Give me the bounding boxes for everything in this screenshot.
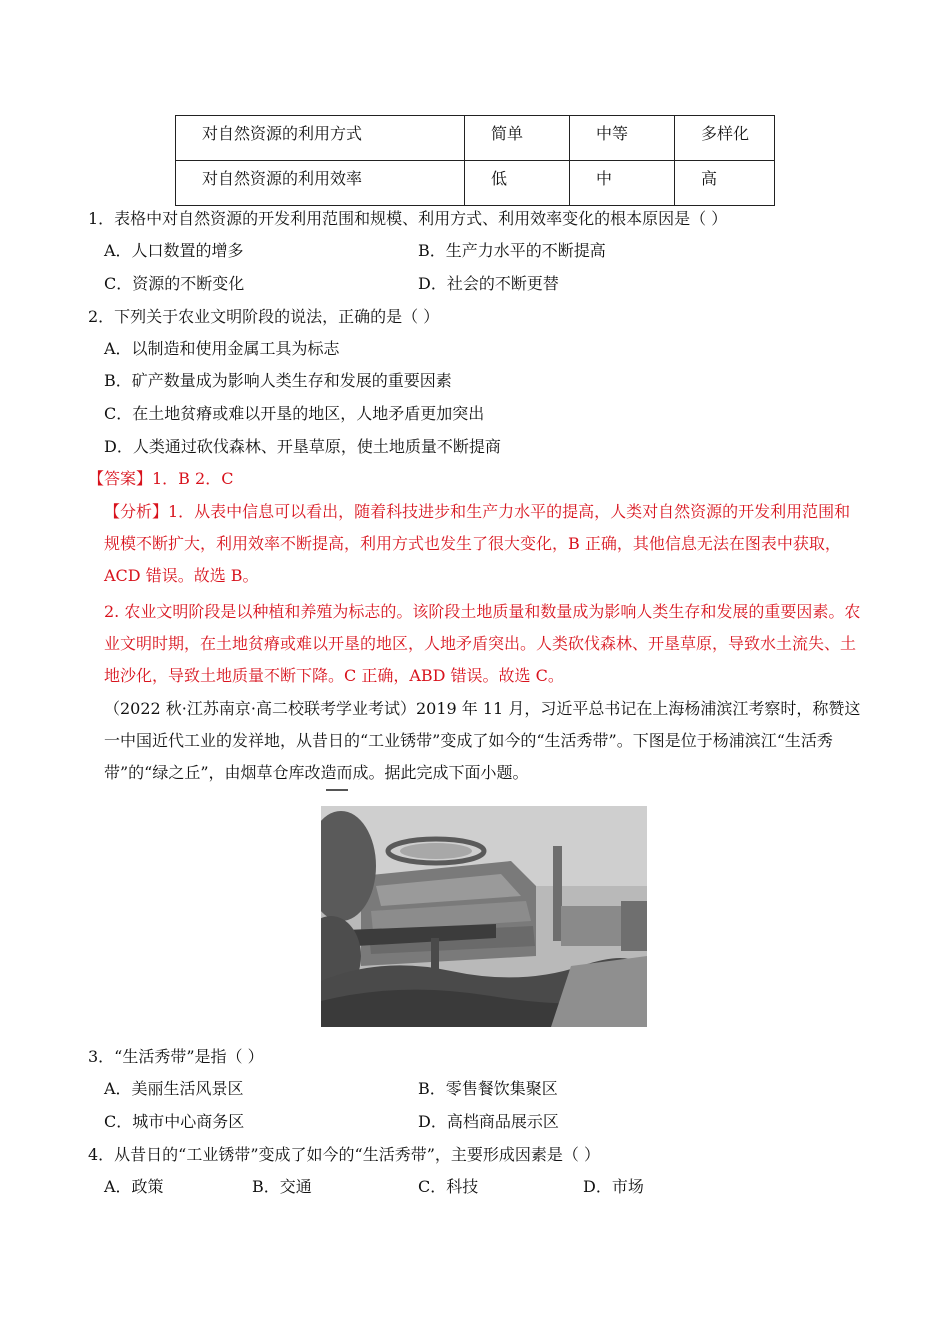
q1-option-d: D．社会的不断更替	[418, 274, 559, 293]
q4-option-a: A．政策	[104, 1177, 164, 1196]
q4-option-d: D．市场	[583, 1177, 644, 1196]
q1-option-a: A．人口数置的增多	[104, 241, 244, 260]
table-cell: 中	[570, 161, 675, 206]
table-cell: 简单	[465, 116, 570, 161]
q2-option-d: D．人类通过砍伐森林、开垦草原，使土地质量不断提商	[104, 437, 501, 456]
analysis-2: 2. 农业文明阶段是以种植和养殖为标志的。该阶段土地质量和数量成为影响人类生存和发展的重要因素。农业文明时期，在土地贫瘠或难以开垦的地区，人地矛盾突出。人类砍伐森林、开垦草原，导致水土流失、土地沙化，导致土地质量不断下降。C 正确，ABD 错误。故选 C。	[104, 602, 861, 685]
q2-option-a: A．以制造和使用金属工具为标志	[104, 339, 340, 358]
q2-option-c: C．在土地贫瘠或难以开垦的地区，人地矛盾更加突出	[104, 404, 485, 423]
q4-option-c: C．科技	[418, 1177, 479, 1196]
table-cell: 对自然资源的利用方式	[176, 116, 465, 161]
question-3-stem: 3．“生活秀带”是指（ ）	[88, 1047, 264, 1066]
resource-table	[175, 115, 775, 206]
q4-option-b: B．交通	[252, 1177, 312, 1196]
passage-text: （2022 秋·江苏南京·高二校联考学业考试）2019 年 11 月，习近平总书记在上海杨浦滨江考察时，称赞这一中国近代工业的发祥地，从昔日的“工业锈带”变成了如今的“生活秀带”。下图是位于杨浦滨江“生活秀带”的“绿之丘”，由烟草仓库改造而成。据此完成下面小题。	[104, 699, 861, 782]
answer-line: 【答案】1．B 2．C	[88, 469, 234, 488]
table-row	[176, 116, 775, 161]
table-cell: 多样化	[675, 116, 775, 161]
q2-option-b: B．矿产数量成为影响人类生存和发展的重要因素	[104, 371, 452, 390]
q3-option-c: C．城市中心商务区	[104, 1112, 245, 1131]
q3-option-a: A．美丽生活风景区	[104, 1079, 244, 1098]
q1-option-b: B．生产力水平的不断提高	[418, 241, 606, 260]
table-cell: 对自然资源的利用效率	[176, 161, 465, 206]
q3-option-d: D．高档商品展示区	[418, 1112, 559, 1131]
table-cell: 高	[675, 161, 775, 206]
question-4-stem: 4．从昔日的“工业锈带”变成了如今的“生活秀带”，主要形成因素是（ ）	[88, 1145, 600, 1164]
q1-option-c: C．资源的不断变化	[104, 274, 245, 293]
analysis-1: 【分析】1．从表中信息可以看出，随着科技进步和生产力水平的提高，人类对自然资源的开发利用范围和规模不断扩大，利用效率不断提高，利用方式也发生了很大变化，B 正确，其他信息无法在图表中获取，ACD 错误。故选 B。	[104, 502, 851, 585]
question-1-stem: 1．表格中对自然资源的开发利用范围和规模、利用方式、利用效率变化的根本原因是（ ）	[88, 209, 728, 228]
table-cell: 低	[465, 161, 570, 206]
table-row	[176, 161, 775, 206]
table-cell: 中等	[570, 116, 675, 161]
question-2-stem: 2．下列关于农业文明阶段的说法，正确的是（ ）	[88, 307, 440, 326]
q3-option-b: B．零售餐饮集聚区	[418, 1079, 558, 1098]
image-mark	[326, 789, 348, 797]
green-hill-photo	[321, 806, 647, 1027]
